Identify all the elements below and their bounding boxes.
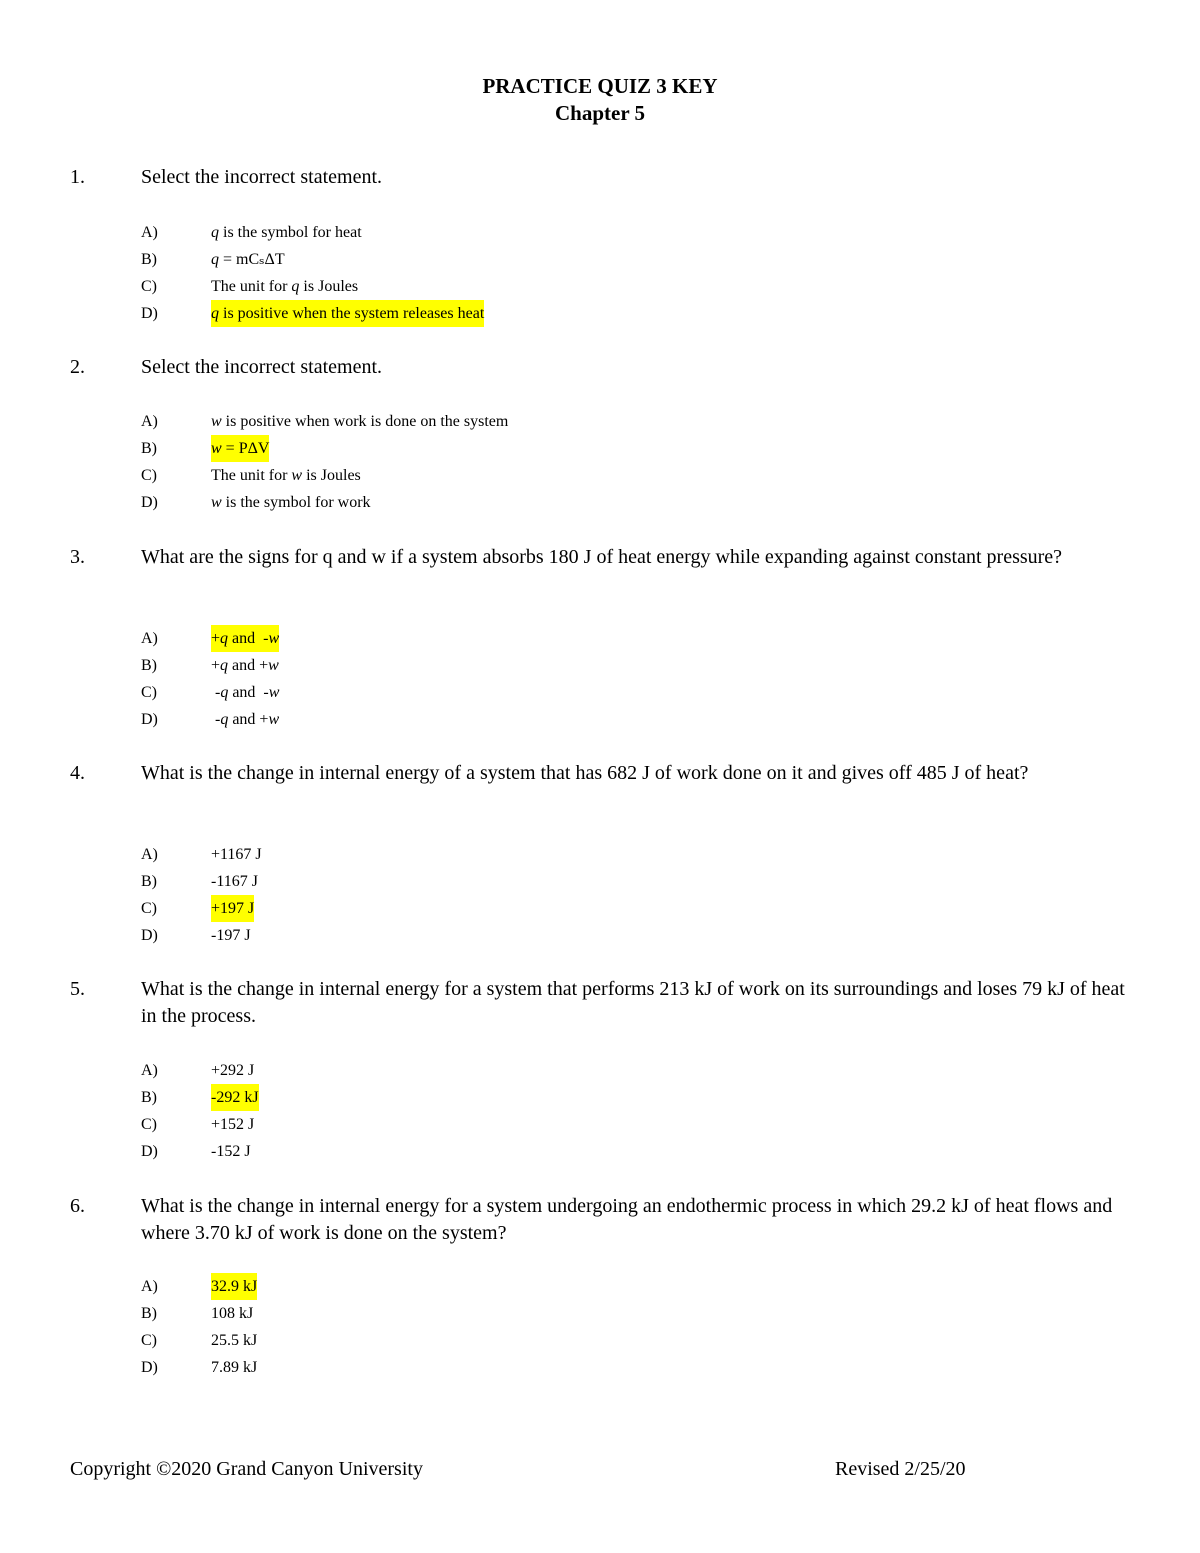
answer-option [0,489,1200,516]
option-text [211,1138,251,1165]
option-letter: B) [141,251,157,268]
option-segment: -1167 J [211,873,258,890]
option-letter: A) [141,630,158,647]
option-segment: + [211,630,221,647]
option-segment: and + [228,711,269,728]
question-1-options [0,219,1200,327]
question-text: What is the change in internal energy of a system that has 682 J of work done on it and gives off 485 J of heat? [141,762,1029,784]
answer-option [0,246,1200,273]
answer-option [0,868,1200,895]
option-segment: = mCₛΔT [219,251,285,268]
option-text [211,489,371,516]
option-variable: q [211,305,219,322]
footer-copyright: Copyright ©2020 Grand Canyon University [70,1458,423,1480]
answer-option [0,1084,1200,1111]
option-variable: w [211,440,222,457]
question-2-options [0,408,1200,516]
option-segment: and - [228,684,269,701]
option-letter: C) [141,467,157,484]
option-variable: q [220,657,229,674]
option-variable: w [268,711,280,728]
question-number: 5. [70,978,85,1000]
option-segment: -197 J [211,927,251,944]
option-variable: q [211,251,219,268]
answer-option [0,408,1200,435]
option-variable: w [268,684,280,701]
option-letter: B) [141,657,157,674]
option-letter: B) [141,1305,157,1322]
option-letter: C) [141,1116,157,1133]
option-segment: +1167 J [211,846,262,863]
option-text [211,1300,253,1327]
question-number: 2. [70,356,85,378]
option-text [211,408,508,435]
answer-option [0,1300,1200,1327]
option-letter: D) [141,305,158,322]
answer-option [0,300,1200,327]
answer-option [0,706,1200,733]
answer-option [0,625,1200,652]
option-text [211,652,279,679]
option-letter: B) [141,873,157,890]
answer-option [0,1057,1200,1084]
option-text [211,679,279,706]
option-segment: 7.89 kJ [211,1359,258,1376]
question-number: 6. [70,1195,85,1217]
option-text [211,1057,254,1084]
option-segment: is Joules [302,467,361,484]
answer-option [0,273,1200,300]
answer-option [0,462,1200,489]
option-letter: A) [141,1278,158,1295]
question-text: What are the signs for q and w if a system absorbs 180 J of heat energy while expanding against constant pressure? [141,546,1063,568]
answer-option [0,895,1200,922]
question-text: What is the change in internal energy for a system that performs 213 kJ of work on its surroundings and loses 79 kJ of heat in the process. [141,978,1125,1027]
question-number: 1. [70,166,85,188]
option-segment: + [211,657,221,674]
option-text [211,922,251,949]
option-segment: is the symbol for work [221,494,371,511]
option-segment: +197 J [211,900,255,917]
answer-option [0,679,1200,706]
page-subtitle: Chapter 5 [554,101,646,125]
option-segment: = PΔV [221,440,270,457]
option-letter: D) [141,494,158,511]
question-text: Select the incorrect statement. [141,356,383,378]
option-variable: w [268,630,280,647]
option-segment: The unit for [211,467,292,484]
option-letter: D) [141,927,158,944]
option-letter: A) [141,224,158,241]
option-text [211,1354,257,1381]
option-variable: w [211,413,222,430]
option-segment: 108 kJ [211,1305,254,1322]
option-segment: is positive when the system releases heat [219,305,485,322]
option-text [211,706,279,733]
option-letter: D) [141,1359,158,1376]
question-number: 4. [70,762,85,784]
correct-answer-text [211,625,279,652]
answer-option [0,1273,1200,1300]
option-variable: q [220,630,229,647]
option-text [211,1111,254,1138]
option-segment: +152 J [211,1116,255,1133]
question-text: Select the incorrect statement. [141,166,383,188]
option-text [211,219,362,246]
option-variable: w [291,467,303,484]
option-letter: C) [141,684,157,701]
answer-option [0,435,1200,462]
option-letter: B) [141,1089,157,1106]
option-segment: is Joules [299,278,359,295]
option-text [211,246,285,273]
option-segment: +292 J [211,1062,255,1079]
option-segment: -152 J [211,1143,251,1160]
option-text [211,1327,257,1354]
answer-option [0,219,1200,246]
option-text [211,273,358,300]
page-title: PRACTICE QUIZ 3 KEY [482,74,718,98]
option-letter: A) [141,413,158,430]
answer-option [0,1138,1200,1165]
answer-option [0,922,1200,949]
correct-answer-text [211,435,269,462]
option-letter: C) [141,278,157,295]
option-text [211,462,361,489]
option-variable: w [268,657,279,674]
option-text [211,868,258,895]
footer-revised: Revised 2/25/20 [835,1458,966,1480]
option-variable: q [220,711,229,728]
option-letter: C) [141,1332,157,1349]
option-variable: w [211,494,222,511]
option-segment: and - [228,630,269,647]
correct-answer-text [211,300,484,327]
option-variable: q [211,224,219,241]
option-segment: - [211,711,221,728]
answer-option [0,1327,1200,1354]
option-letter: A) [141,846,158,863]
option-segment: -292 kJ [211,1089,259,1106]
option-segment: 32.9 kJ [211,1278,258,1295]
option-segment: is positive when work is done on the system [221,413,509,430]
option-letter: D) [141,711,158,728]
correct-answer-text [211,895,254,922]
question-3-options [0,625,1200,733]
question-text: What is the change in internal energy for a system undergoing an endothermic process in which 29.2 kJ of heat flows and where 3.70 kJ of work is done on the system? [141,1195,1113,1244]
option-text [211,841,262,868]
question-number: 3. [70,546,85,568]
option-letter: A) [141,1062,158,1079]
option-letter: D) [141,1143,158,1160]
answer-option [0,652,1200,679]
option-variable: q [220,684,229,701]
option-segment: 25.5 kJ [211,1332,258,1349]
option-segment: The unit for [211,278,292,295]
option-letter: C) [141,900,157,917]
correct-answer-text [211,1273,257,1300]
answer-option [0,1354,1200,1381]
answer-option [0,841,1200,868]
option-segment: - [211,684,221,701]
option-segment: is the symbol for heat [219,224,362,241]
question-6-options [0,1273,1200,1381]
option-variable: q [291,278,300,295]
option-letter: B) [141,440,157,457]
question-4-options [0,841,1200,949]
answer-option [0,1111,1200,1138]
correct-answer-text [211,1084,259,1111]
option-segment: and + [228,657,269,674]
question-5-options [0,1057,1200,1165]
